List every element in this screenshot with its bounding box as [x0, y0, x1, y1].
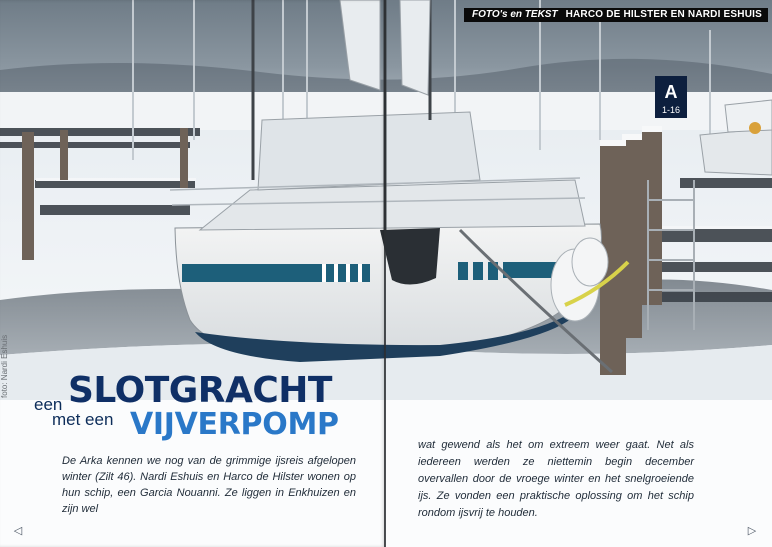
lead-paragraph: De Arka kennen we nog van de grimmige ijsreis afgelopen winter (Zilt 46). Nardi Eshuis en Harco de Hilster wonen op hun schip, een Garcia Nouanni. Ze liggen in Enkhuizen en zijn wel — [62, 455, 356, 515]
body-paragraph-right: wat gewend als het om extreem weer gaat. Net als iedereen werden ze niettemin begin december overvallen door de vroege winter en het snelgroeiende ijs. Ze vonden een praktische oplossing om het schip rondom ijsvrij te houden. — [418, 439, 694, 519]
title-word-2: VIJVERPOMP — [130, 407, 339, 442]
harbor-sign-letter: A — [664, 82, 678, 102]
harbor-sign-range: 1-16 — [661, 105, 681, 115]
article-title — [30, 370, 370, 448]
credits-label: FOTO's en TEKST — [472, 9, 558, 20]
title-prefix-2: met een — [52, 410, 114, 429]
credits-names: HARCO DE HILSTER EN NARDI ESHUIS — [565, 9, 762, 20]
next-page-arrow-icon[interactable]: ▷ — [747, 525, 757, 537]
title-word-1: SLOTGRACHT — [68, 370, 332, 411]
page-gutter — [384, 0, 386, 547]
photo-credits — [464, 8, 768, 22]
title-prefix-1: een — [34, 395, 63, 414]
vertical-photo-credit: foto: Nardi Eshuis — [0, 334, 9, 398]
previous-page-arrow-icon[interactable]: ◁ — [13, 525, 23, 537]
